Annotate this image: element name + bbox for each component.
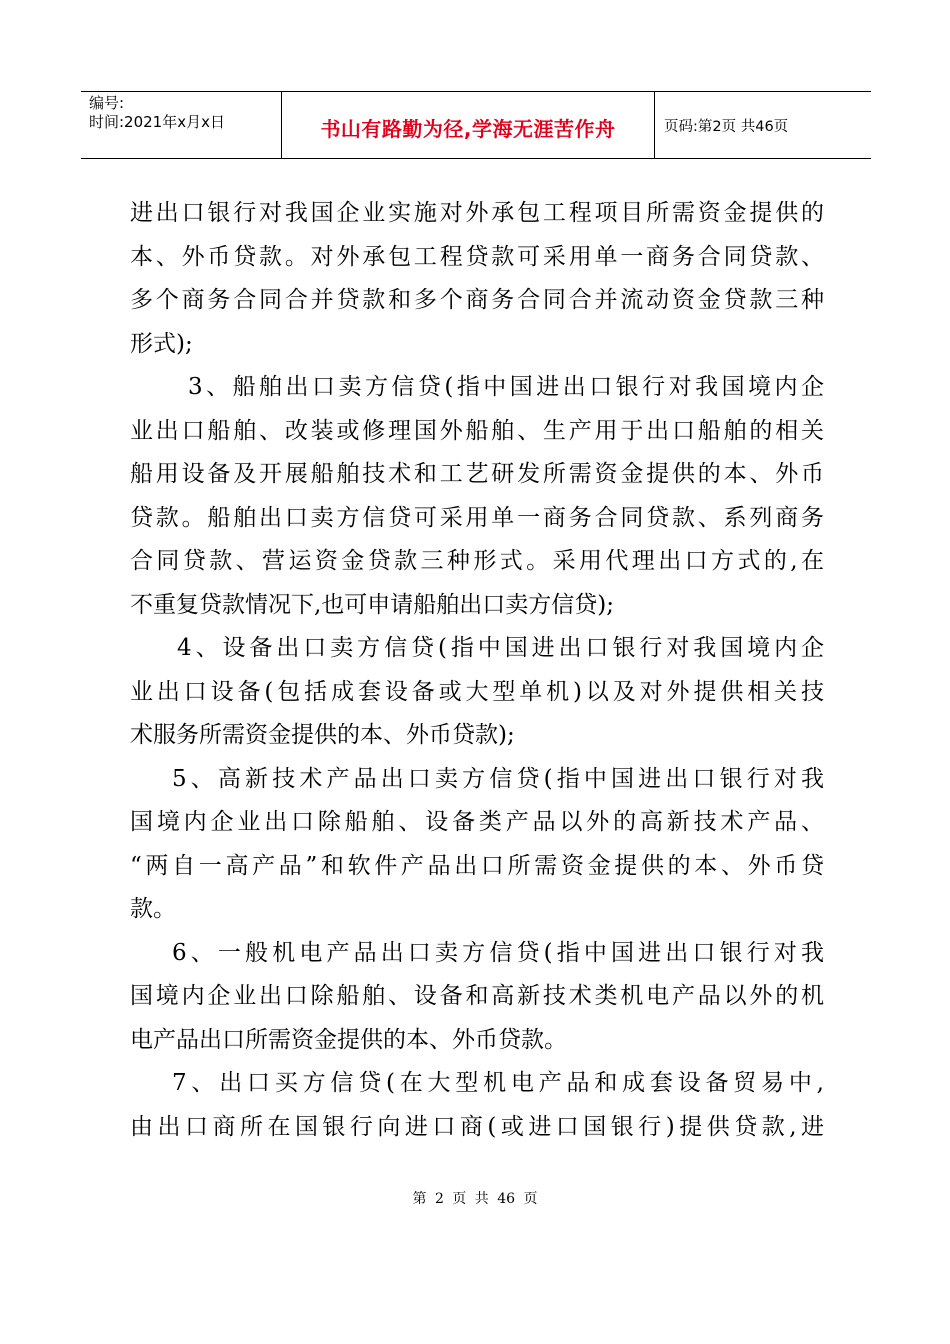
text-line: 不重复贷款情况下,也可申请船舶出口卖方信贷);	[130, 591, 615, 618]
page-indicator: 页码:第2页 共46页	[664, 118, 789, 135]
text-line: 术服务所需资金提供的本、外币贷款);	[130, 722, 515, 748]
motto-text: 书山有路勤为径,学海无涯苦作舟	[320, 116, 616, 141]
text-line: 6、一般机电产品出口卖方信贷(指中国进出口银行对我	[172, 939, 824, 966]
text-line: 进出口银行对我国企业实施对外承包工程项目所需资金提供的	[130, 200, 824, 226]
header-motto-cell	[282, 92, 655, 158]
text-line: 船用设备及开展船舶技术和工艺研发所需资金提供的本、外币	[130, 461, 824, 487]
text-line: 7、出口买方信贷(在大型机电产品和成套设备贸易中,	[172, 1070, 824, 1096]
text-line: “两自一高产品”和软件产品出口所需资金提供的本、外币贷	[130, 852, 824, 879]
date-label: 时间:2021年x月x日	[89, 113, 225, 131]
text-line: 本、外币贷款。对外承包工程贷款可采用单一商务合同贷款、	[130, 243, 824, 270]
text-line: 电产品出口所需资金提供的本、外币贷款。	[130, 1026, 567, 1053]
text-line: 贷款。船舶出口卖方信贷可采用单一商务合同贷款、系列商务	[130, 504, 824, 531]
serial-label: 编号:	[89, 94, 125, 112]
text-line: 4、设备出口卖方信贷(指中国进出口银行对我国境内企	[177, 635, 824, 661]
text-line: 合同贷款、营运资金贷款三种形式。采用代理出口方式的,在	[130, 548, 824, 574]
text-line: 5、高新技术产品出口卖方信贷(指中国进出口银行对我	[172, 765, 824, 792]
text-line: 国境内企业出口除船舶、设备和高新技术类机电产品以外的机	[130, 983, 824, 1009]
text-line: 3、船舶出口卖方信贷(指中国进出口银行对我国境内企	[188, 374, 824, 400]
text-line: 款。	[130, 896, 176, 922]
text-line: 多个商务合同合并贷款和多个商务合同合并流动资金贷款三种	[130, 287, 824, 313]
header-meta-cell	[81, 92, 282, 158]
header-table	[81, 91, 871, 159]
text-line: 业出口船舶、改装或修理国外船舶、生产用于出口船舶的相关	[130, 417, 824, 444]
text-line: 国境内企业出口除船舶、设备类产品以外的高新技术产品、	[130, 809, 824, 835]
page-footer: 第 2 页 共 46 页	[412, 1191, 538, 1207]
text-line: 由出口商所在国银行向进口商(或进口国银行)提供贷款,进	[130, 1113, 824, 1140]
text-line: 形式);	[130, 330, 193, 357]
text-line: 业出口设备(包括成套设备或大型单机)以及对外提供相关技	[130, 678, 824, 705]
header-page-cell	[655, 92, 871, 158]
document-body	[130, 192, 824, 1149]
